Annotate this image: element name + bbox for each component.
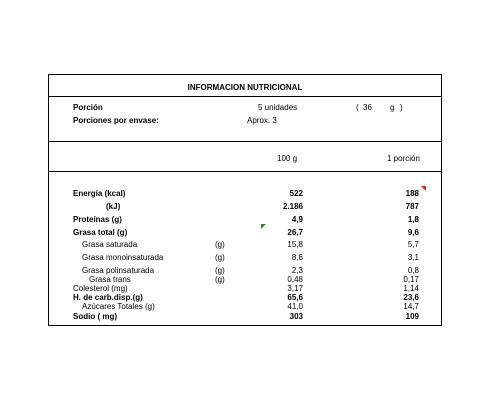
columns-divider xyxy=(49,171,441,172)
row-label-cholesterol: Colesterol (mg) xyxy=(73,284,128,293)
portion-unit: g xyxy=(390,103,395,112)
row-label-fat-total: Grasa total (g) xyxy=(73,228,128,237)
row-value-portion-energy-kcal: 188 xyxy=(405,189,419,198)
row-value-portion-fat-trans: 0,17 xyxy=(403,275,419,284)
row-unit-fat-trans: (g) xyxy=(215,275,225,284)
row-value-portion-sodium: 109 xyxy=(405,312,419,321)
row-value-portion-cholesterol: 1,14 xyxy=(403,284,419,293)
row-unit-fat-mono: (g) xyxy=(215,253,225,262)
red-corner-mark xyxy=(421,186,426,191)
row-value-portion-fat-mono: 3,1 xyxy=(407,253,419,262)
portion-grams: 36 xyxy=(363,103,372,112)
portion-paren-open: ( xyxy=(356,103,359,112)
row-label-protein: Proteínas (g) xyxy=(73,215,122,224)
row-value-100g-protein: 4,9 xyxy=(291,215,303,224)
row-label-sugars: Azúcares Totales (g) xyxy=(82,302,155,311)
row-value-100g-energy-kj: 2.186 xyxy=(282,202,303,211)
row-label-fat-saturated: Grasa saturada xyxy=(82,240,138,249)
header-divider xyxy=(49,141,441,142)
row-value-portion-fat-saturated: 5,7 xyxy=(407,240,419,249)
row-label-fat-trans: Grasa trans xyxy=(89,275,131,284)
portion-units: 5 unidades xyxy=(258,103,298,112)
row-value-100g-energy-kcal: 522 xyxy=(289,189,303,198)
nutrition-facts-panel xyxy=(48,74,442,326)
row-label-fat-mono: Grasa monoinsaturada xyxy=(82,253,164,262)
row-value-100g-sodium: 303 xyxy=(289,312,303,321)
row-value-portion-energy-kj: 787 xyxy=(405,202,419,211)
row-value-portion-carbs: 23,6 xyxy=(403,293,419,302)
row-value-portion-fat-total: 9,6 xyxy=(407,228,419,237)
row-value-portion-sugars: 14,7 xyxy=(403,302,419,311)
row-unit-fat-saturated: (g) xyxy=(215,240,225,249)
row-value-100g-fat-mono: 8,6 xyxy=(291,253,303,262)
row-label-energy-kcal: Energía (kcal) xyxy=(73,189,126,198)
panel-title: INFORMACION NUTRICIONAL xyxy=(187,83,303,92)
row-label-fat-poly: Grasa polinsaturada xyxy=(82,266,155,275)
row-value-100g-fat-saturated: 15,8 xyxy=(287,240,303,249)
row-value-portion-protein: 1,8 xyxy=(407,215,419,224)
row-label-carbs: H. de carb.disp.(g) xyxy=(73,293,143,302)
title-divider xyxy=(49,96,441,97)
row-label-energy-kj: (kJ) xyxy=(106,202,121,211)
row-unit-fat-poly: (g) xyxy=(215,266,225,275)
row-value-portion-fat-poly: 0,8 xyxy=(407,266,419,275)
row-value-100g-fat-trans: 0,48 xyxy=(287,275,303,284)
servings-label: Porciones por envase: xyxy=(73,116,159,125)
column-header-portion: 1 porción xyxy=(387,154,420,163)
row-value-100g-cholesterol: 3,17 xyxy=(287,284,303,293)
row-value-100g-sugars: 41,0 xyxy=(287,302,303,311)
portion-paren-close: ) xyxy=(400,103,403,112)
row-value-100g-fat-poly: 2,3 xyxy=(291,266,303,275)
row-label-sodium: Sodio ( mg) xyxy=(73,312,117,321)
portion-label: Porción xyxy=(73,103,103,112)
column-header-100g: 100 g xyxy=(277,154,298,163)
servings-value: Aprox. 3 xyxy=(247,116,277,125)
row-value-100g-fat-total: 26,7 xyxy=(287,228,303,237)
row-value-100g-carbs: 65,6 xyxy=(287,293,303,302)
